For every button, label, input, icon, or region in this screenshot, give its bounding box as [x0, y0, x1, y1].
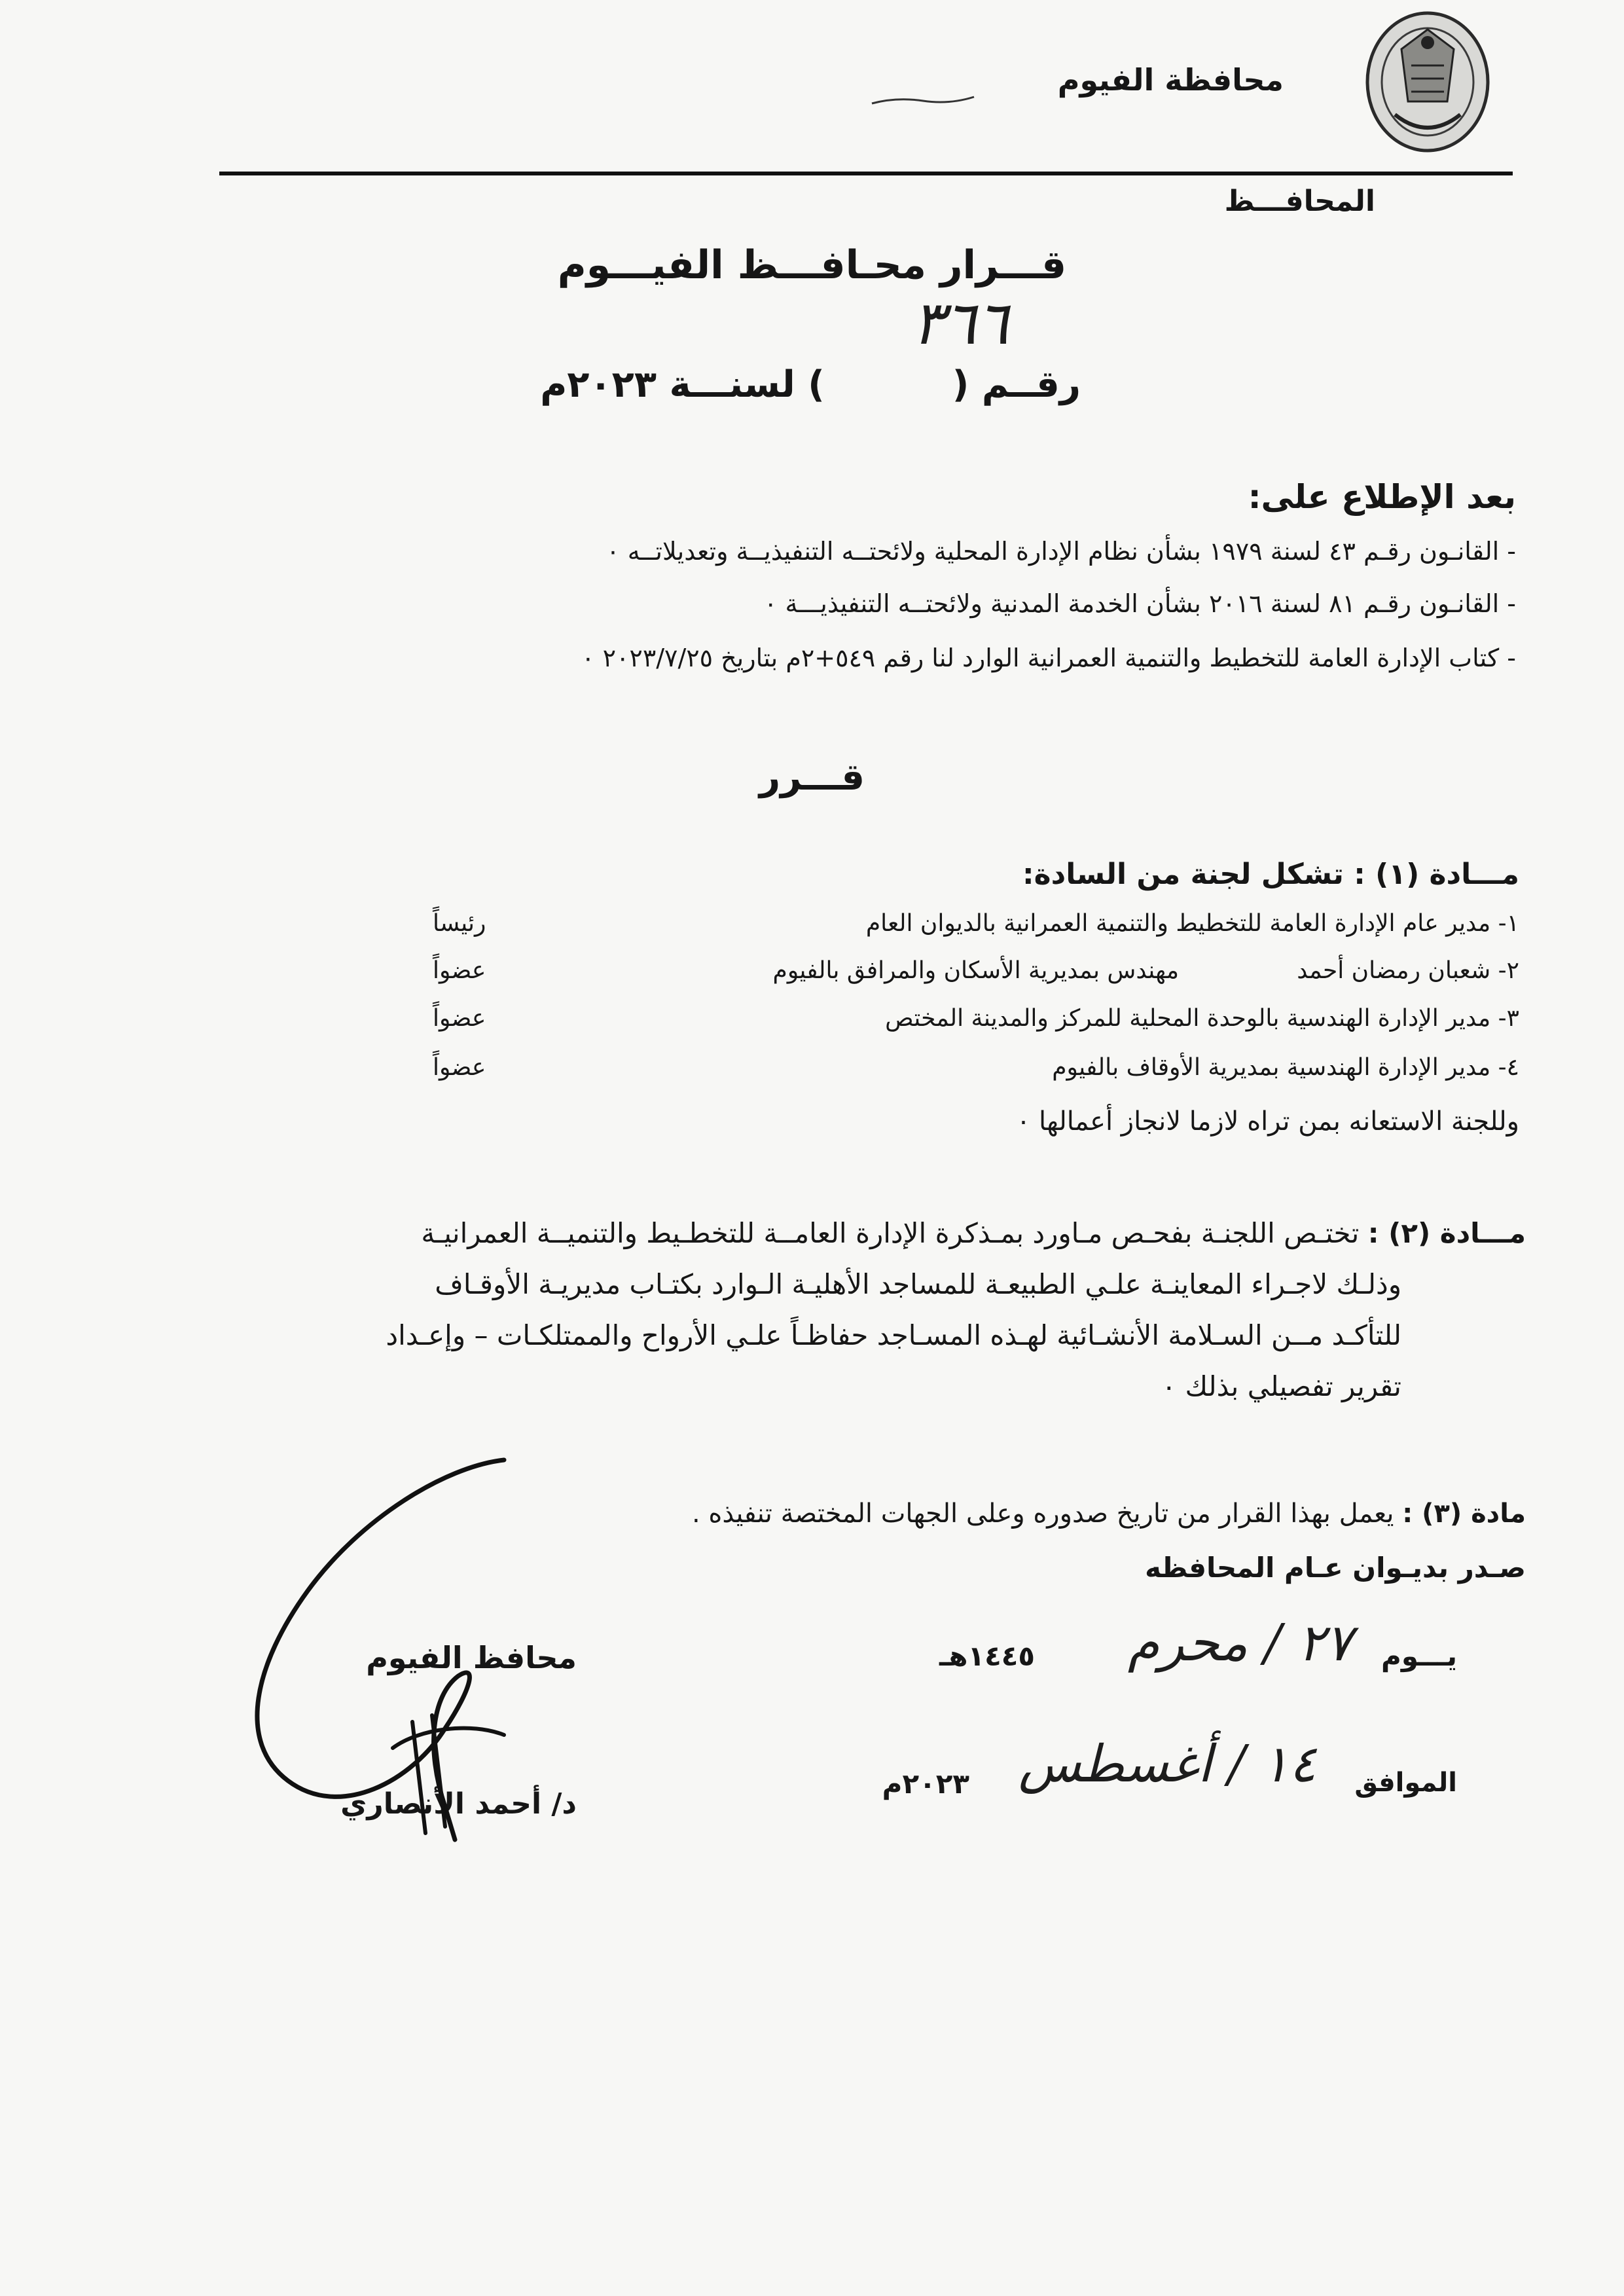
preamble-heading: بعد الإطلاع على:	[1248, 478, 1516, 516]
issued-at: صـدر بديـوان عـام المحافظه	[1145, 1552, 1526, 1584]
article-2-line: للتأكـد مــن السـلامة الأنشـائية لهـذه المسـاجد حفاظـاً علـي الأرواح والممتلكـات – وإعـداد	[386, 1319, 1401, 1351]
article-2-line	[386, 1208, 1526, 1259]
governorate-seal-logo	[1356, 3, 1500, 160]
article-2-text: تختـص اللجنـة بفحـص مـاورد بمـذكرة الإدارة العامــة للتخطـيط والتنميــة العمرانيـة	[421, 1217, 1360, 1249]
signatory-name: د/ أحمد الأنصاري	[340, 1787, 577, 1821]
article-2-label: مـــادة (٢) :	[1367, 1217, 1526, 1249]
preamble-item: - كتاب الإدارة العامة للتخطيط والتنمية العمرانية الوارد لنا رقم ٥٤٩+٢م بتاريخ ٢٠٢٣/٧/٢٥ ٠	[581, 644, 1516, 672]
header-scribble	[871, 92, 975, 111]
gregorian-date-handwritten: ١٤ / أغسطس	[1018, 1735, 1316, 1794]
article-1-heading: مـــادة (١) : تشكل لجنة من السادة:	[1022, 858, 1519, 891]
committee-member-row	[406, 1054, 1519, 1093]
committee-member-text: ١- مدير عام الإدارة العامة للتخطيط والتنمية العمرانية بالديوان العام	[865, 910, 1519, 937]
committee-member-role: رئيساً	[433, 910, 486, 937]
decided-heading: قـــرر	[759, 756, 865, 799]
header-rule	[219, 172, 1513, 175]
committee-member-row	[406, 1005, 1519, 1044]
committee-member-role: عضواً	[433, 1005, 486, 1032]
decision-title: قـــرار محـافـــظ الفيـــوم	[557, 242, 1067, 288]
committee-member-row	[406, 957, 1519, 996]
article-2	[386, 1208, 1526, 1412]
article-3-label: مادة (٣) :	[1402, 1499, 1526, 1529]
article-1-closing: وللجنة الاستعانه بمن تراه لازما لانجاز أعمالها ٠	[1016, 1106, 1519, 1137]
governorate-name: محافظة الفيوم	[1057, 62, 1284, 98]
hijri-year: ١٤٤٥هـ	[939, 1640, 1035, 1672]
committee-member-row	[406, 910, 1519, 949]
article-2-line: تقرير تفصيلي بذلك ٠	[1161, 1370, 1401, 1402]
day-label: يـــوم	[1381, 1640, 1457, 1672]
article-3-text: يعمل بهذا القرار من تاريخ صدوره وعلى الجهات المختصة تنفيذه .	[691, 1499, 1394, 1529]
article-2-line: وذلـك لاجـراء المعاينـة علـي الطبيعـة للمساجد الأهليـة الـوارد بكتـاب مديريـة الأوقـاف	[435, 1268, 1401, 1300]
committee-member-title: مهندس بمديرية الأسكان والمرافق بالفيوم	[772, 957, 1179, 984]
corresponding-label: الموافق	[1354, 1768, 1457, 1798]
hijri-date-handwritten: ٢٧ / محرم	[1127, 1614, 1352, 1673]
preamble-item: - القانـون رقـم ٤٣ لسنة ١٩٧٩ بشأن نظام الإدارة المحلية ولائحتــه التنفيذيــة وتعديلاتــه ٠	[606, 537, 1516, 566]
preamble-item: - القانـون رقـم ٨١ لسنة ٢٠١٦ بشأن الخدمة المدنية ولائحتــه التنفيذيـــة ٠	[764, 589, 1516, 618]
article-3	[692, 1493, 1526, 1535]
decision-number-line: رقــم ( ) لسنـــة ٢٠٢٣م	[540, 363, 1081, 406]
governor-office-label: المحافـــظ	[1224, 185, 1375, 218]
signatory-title: محافظ الفيوم	[366, 1640, 577, 1675]
committee-member-text: ٣- مدير الإدارة الهندسية بالوحدة المحلية للمركز والمدينة المختص	[885, 1005, 1519, 1032]
committee-member-role: عضواً	[433, 1054, 486, 1081]
committee-member-text: ٢- شعبان رمضان أحمد	[1297, 957, 1519, 984]
decision-number-handwritten: ٣٦٦	[911, 288, 1009, 358]
committee-member-role: عضواً	[433, 957, 486, 984]
handwritten-signature	[196, 1440, 563, 1846]
committee-member-text: ٤- مدير الإدارة الهندسية بمديرية الأوقاف بالفيوم	[1052, 1054, 1519, 1081]
gregorian-year: ٢٠٢٣م	[882, 1768, 969, 1800]
